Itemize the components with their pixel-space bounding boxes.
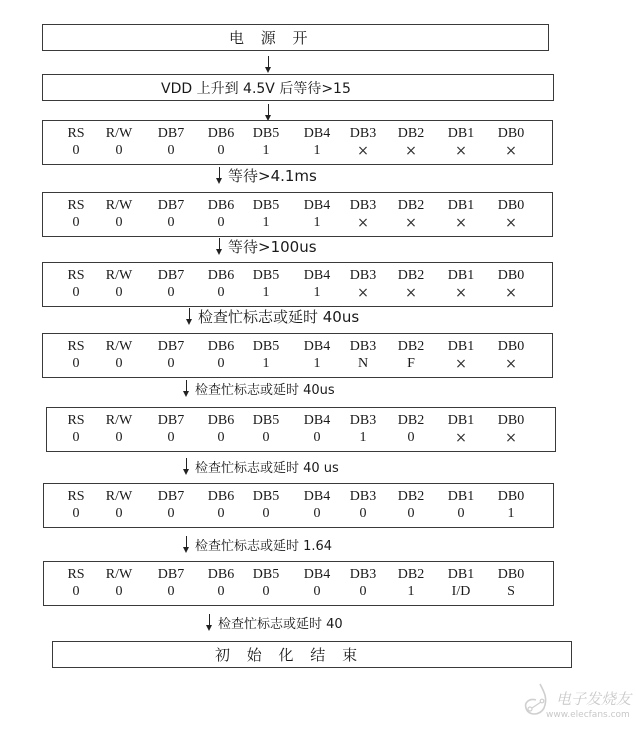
register-bit-value: 1 [313, 285, 321, 300]
register-bit-value: 1 [359, 430, 367, 445]
register-column-header: DB5 [252, 413, 280, 428]
register-column-header: DB6 [207, 198, 235, 213]
connector-arrow [265, 53, 277, 75]
register-bit-value: 0 [115, 584, 123, 599]
register-bit-value: × [455, 430, 467, 446]
register-bit-value: N [357, 356, 369, 371]
register-column-header: DB7 [157, 268, 185, 283]
register-column-header: RS [67, 268, 85, 283]
register-column-header: DB1 [447, 339, 475, 354]
register-step-box [42, 120, 553, 165]
register-step-box [42, 192, 553, 237]
register-column-header: DB4 [303, 198, 331, 213]
register-column-header: DB6 [207, 339, 235, 354]
register-bit-value: 1 [262, 356, 270, 371]
wait-connector [183, 533, 332, 555]
wait-connector [183, 455, 339, 477]
register-column-header: R/W [105, 268, 133, 283]
register-column-header: R/W [105, 339, 133, 354]
register-bit-value: × [405, 143, 417, 159]
register-column-header: DB3 [349, 126, 377, 141]
register-column-header: DB1 [447, 268, 475, 283]
watermark-brand: 电子发烧友 [556, 690, 632, 708]
register-value-row [43, 355, 552, 373]
register-bit-value: × [455, 285, 467, 301]
register-bit-value: × [505, 143, 517, 159]
register-bit-value: 0 [217, 430, 225, 445]
register-header-row [43, 125, 552, 143]
wait-label: 检查忙标志或延时 40 us [195, 460, 339, 476]
register-bit-value: 1 [262, 215, 270, 230]
register-bit-value: 0 [167, 356, 175, 371]
register-column-header: DB6 [207, 268, 235, 283]
register-column-header: RS [67, 489, 85, 504]
register-column-header: DB6 [207, 126, 235, 141]
register-column-header: DB4 [303, 268, 331, 283]
register-bit-value: 0 [72, 143, 80, 158]
register-bit-value: 0 [167, 506, 175, 521]
register-bit-value: 0 [167, 285, 175, 300]
init-end-box [52, 641, 572, 668]
register-header-row [44, 566, 553, 584]
register-column-header: DB0 [497, 268, 525, 283]
register-column-header: DB4 [303, 339, 331, 354]
register-column-header: DB7 [157, 489, 185, 504]
register-bit-value: 1 [507, 506, 515, 521]
register-column-header: R/W [105, 413, 133, 428]
register-column-header: DB2 [397, 198, 425, 213]
down-arrow-icon [186, 308, 194, 325]
register-column-header: RS [67, 198, 85, 213]
register-column-header: DB0 [497, 126, 525, 141]
register-bit-value: 0 [72, 584, 80, 599]
register-column-header: DB3 [349, 198, 377, 213]
register-bit-value: 0 [115, 430, 123, 445]
register-bit-value: 0 [217, 584, 225, 599]
register-value-row [43, 214, 552, 232]
register-column-header: DB0 [497, 489, 525, 504]
register-bit-value: 0 [217, 143, 225, 158]
down-arrow-icon [265, 56, 273, 73]
register-bit-value: 0 [167, 215, 175, 230]
register-column-header: DB5 [252, 339, 280, 354]
register-bit-value: 0 [72, 430, 80, 445]
register-column-header: DB7 [157, 413, 185, 428]
register-column-header: DB5 [252, 268, 280, 283]
register-column-header: DB7 [157, 339, 185, 354]
register-column-header: DB2 [397, 126, 425, 141]
register-bit-value: 0 [313, 506, 321, 521]
register-column-header: DB5 [252, 489, 280, 504]
vdd-rise-label: VDD 上升到 4.5V 后等待>15 [161, 80, 351, 97]
register-column-header: RS [67, 126, 85, 141]
register-bit-value: 0 [262, 584, 270, 599]
register-header-row [47, 412, 555, 430]
register-column-header: DB5 [252, 126, 280, 141]
power-on-box [42, 24, 549, 51]
register-column-header: R/W [105, 198, 133, 213]
down-arrow-icon [216, 167, 224, 184]
register-column-header: DB2 [397, 339, 425, 354]
register-column-header: DB0 [497, 339, 525, 354]
wait-label: 检查忙标志或延时 1.64 [195, 538, 333, 554]
register-header-row [43, 267, 552, 285]
register-column-header: DB5 [252, 198, 280, 213]
down-arrow-icon [265, 104, 273, 121]
register-column-header: RS [67, 339, 85, 354]
register-column-header: DB7 [157, 126, 185, 141]
register-column-header: DB6 [207, 567, 235, 582]
register-value-row [47, 429, 555, 447]
register-bit-value: S [507, 584, 515, 599]
register-bit-value: × [455, 356, 467, 372]
register-bit-value: 0 [72, 215, 80, 230]
register-column-header: DB0 [497, 198, 525, 213]
register-column-header: DB3 [349, 413, 377, 428]
register-step-box [43, 561, 554, 606]
register-column-header: DB4 [303, 413, 331, 428]
register-bit-value: 0 [217, 285, 225, 300]
register-column-header: DB4 [303, 126, 331, 141]
register-step-box [43, 483, 554, 528]
register-header-row [43, 197, 552, 215]
register-column-header: DB7 [157, 198, 185, 213]
register-bit-value: 0 [72, 506, 80, 521]
register-bit-value: 0 [262, 506, 270, 521]
register-bit-value: 1 [262, 285, 270, 300]
register-column-header: DB2 [397, 489, 425, 504]
register-column-header: DB4 [303, 489, 331, 504]
wait-connector [206, 611, 343, 633]
register-step-box [42, 262, 553, 307]
wait-label: 等待>4.1ms [228, 166, 317, 185]
wait-connector [186, 305, 359, 327]
watermark-url: www.elecfans.com [546, 710, 630, 720]
wait-label: 检查忙标志或延时 40 [218, 616, 343, 632]
register-bit-value: 0 [217, 215, 225, 230]
register-bit-value: 0 [217, 356, 225, 371]
register-column-header: R/W [105, 126, 133, 141]
register-column-header: DB2 [397, 413, 425, 428]
register-header-row [43, 338, 552, 356]
register-bit-value: × [505, 356, 517, 372]
register-bit-value: 1 [407, 584, 415, 599]
init-end-label: 初 始 化 结 束 [215, 646, 364, 664]
wait-label: 检查忙标志或延时 40us [195, 382, 335, 398]
register-column-header: DB3 [349, 489, 377, 504]
register-bit-value: 0 [115, 356, 123, 371]
register-value-row [43, 284, 552, 302]
register-column-header: DB2 [397, 268, 425, 283]
register-bit-value: 0 [115, 285, 123, 300]
register-column-header: DB0 [497, 567, 525, 582]
register-column-header: DB7 [157, 567, 185, 582]
register-column-header: DB0 [497, 413, 525, 428]
register-column-header: DB3 [349, 339, 377, 354]
register-column-header: DB6 [207, 413, 235, 428]
down-arrow-icon [183, 536, 191, 553]
register-bit-value: 0 [115, 506, 123, 521]
register-bit-value: × [505, 430, 517, 446]
register-column-header: DB3 [349, 268, 377, 283]
register-bit-value: × [505, 285, 517, 301]
register-bit-value: 0 [457, 506, 465, 521]
register-column-header: DB1 [447, 126, 475, 141]
register-bit-value: × [357, 143, 369, 159]
register-bit-value: 0 [72, 285, 80, 300]
register-bit-value: 0 [217, 506, 225, 521]
register-bit-value: × [455, 143, 467, 159]
wait-connector [216, 164, 317, 186]
register-bit-value: × [357, 285, 369, 301]
register-column-header: RS [67, 413, 85, 428]
down-arrow-icon [183, 380, 191, 397]
register-column-header: RS [67, 567, 85, 582]
register-bit-value: 0 [72, 356, 80, 371]
down-arrow-icon [183, 458, 191, 475]
register-bit-value: × [357, 215, 369, 231]
register-bit-value: 1 [262, 143, 270, 158]
register-bit-value: × [455, 215, 467, 231]
wait-label: 检查忙标志或延时 40us [198, 307, 360, 326]
register-column-header: R/W [105, 489, 133, 504]
register-column-header: DB1 [447, 198, 475, 213]
register-bit-value: 0 [313, 430, 321, 445]
register-bit-value: 0 [407, 430, 415, 445]
register-step-box [46, 407, 556, 452]
register-step-box [42, 333, 553, 378]
down-arrow-icon [216, 238, 224, 255]
register-value-row [43, 142, 552, 160]
register-column-header: DB5 [252, 567, 280, 582]
register-bit-value: 0 [262, 430, 270, 445]
register-bit-value: × [405, 215, 417, 231]
register-bit-value: × [405, 285, 417, 301]
register-column-header: R/W [105, 567, 133, 582]
register-bit-value: 0 [115, 143, 123, 158]
register-column-header: DB1 [447, 413, 475, 428]
vdd-rise-box [42, 74, 554, 101]
register-bit-value: F [407, 356, 415, 371]
power-on-label: 电 源 开 [229, 29, 314, 47]
register-column-header: DB1 [447, 489, 475, 504]
register-column-header: DB2 [397, 567, 425, 582]
register-bit-value: × [505, 215, 517, 231]
register-bit-value: 0 [167, 143, 175, 158]
register-bit-value: 0 [313, 584, 321, 599]
register-bit-value: 1 [313, 356, 321, 371]
register-column-header: DB6 [207, 489, 235, 504]
register-bit-value: 0 [115, 215, 123, 230]
wait-connector [216, 235, 317, 257]
wait-label: 等待>100us [228, 237, 317, 256]
register-column-header: DB4 [303, 567, 331, 582]
register-bit-value: 1 [313, 215, 321, 230]
register-bit-value: 0 [407, 506, 415, 521]
register-bit-value: I/D [451, 584, 471, 599]
register-value-row [44, 505, 553, 523]
register-bit-value: 0 [359, 584, 367, 599]
register-bit-value: 0 [167, 430, 175, 445]
register-header-row [44, 488, 553, 506]
register-column-header: DB1 [447, 567, 475, 582]
wait-connector [183, 377, 335, 399]
down-arrow-icon [206, 614, 214, 631]
register-bit-value: 1 [313, 143, 321, 158]
register-bit-value: 0 [167, 584, 175, 599]
register-column-header: DB3 [349, 567, 377, 582]
register-bit-value: 0 [359, 506, 367, 521]
register-value-row [44, 583, 553, 601]
